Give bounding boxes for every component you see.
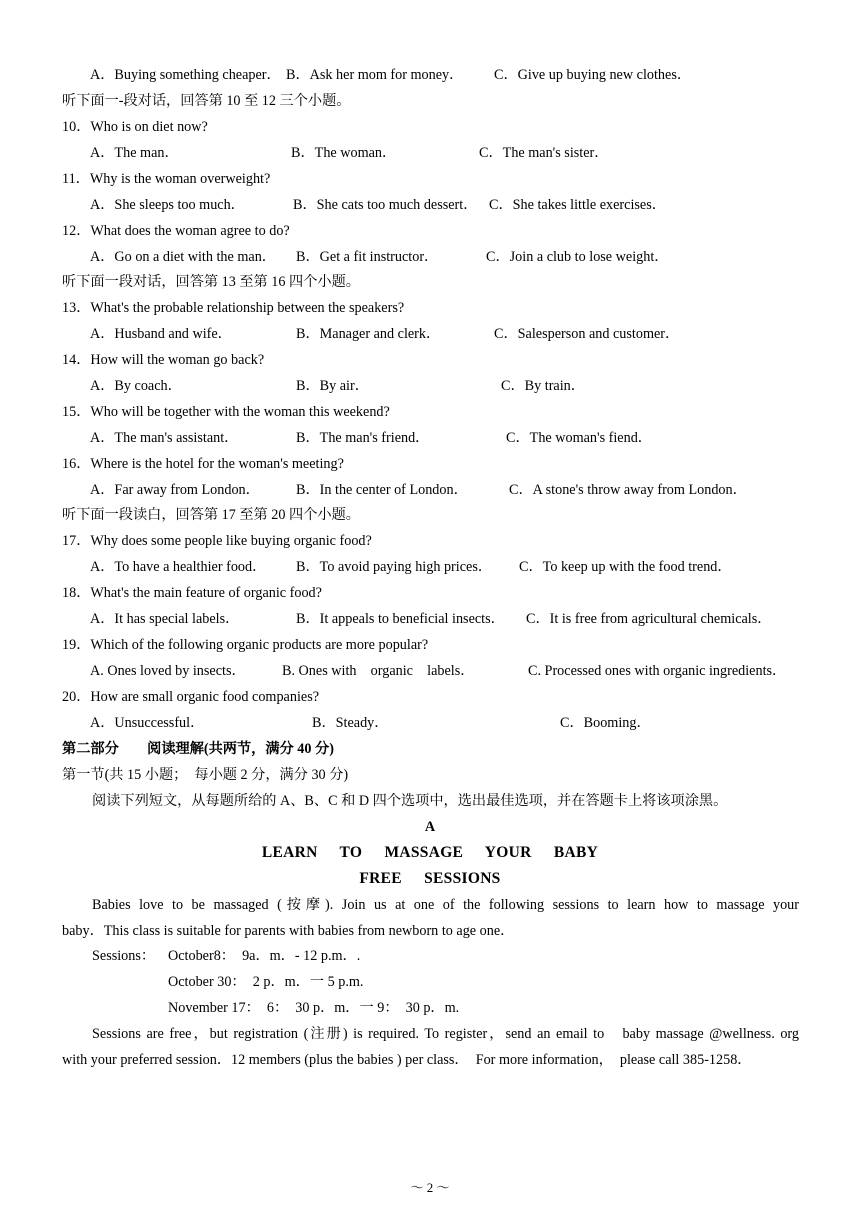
section-intro: 听下面一-段对话，回答第 10 至 12 三个小题。 [62,93,351,109]
option-c: C．By train． [501,378,585,394]
option-c: C．The man's sister． [479,145,609,161]
option-b: B．Steady． [312,715,389,731]
option-c: C．She takes little exercises． [489,197,666,213]
option-c: C．Salesperson and customer． [494,326,680,342]
option-a: A．It has special labels． [90,611,240,627]
question-stem: 14．How will the woman go back? [62,352,265,368]
question-stem: 12．What does the woman agree to do? [62,223,290,239]
option-a: A．By coach． [90,378,182,394]
option-a: A．To have a healthier food． [90,559,267,575]
question-stem: 17．Why does some people like buying organic food? [62,533,372,549]
session-date: October8： 9a．m．- 12 p.m．. [168,948,361,964]
option-a: A. Ones loved by insects． [90,663,246,679]
section-intro: 听下面一段读白，回答第 17 至第 20 四个小题。 [62,507,360,523]
option-a: A．Buying something cheaper． [90,67,281,83]
option-b: B．She cats too much dessert． [293,197,478,213]
question-stem: 13．What's the probable relationship between the speakers? [62,300,405,316]
option-b: B．Manager and clerk． [296,326,441,342]
page-number: ～ 2 ～ [410,1180,450,1195]
option-a: A．The man's assistant． [90,430,239,446]
sessions-label: Sessions： [92,948,156,964]
option-a: A．The man． [90,145,179,161]
option-c: C．It is free from agricultural chemicals． [526,611,772,627]
option-a: A．Far away from London． [90,482,260,498]
option-a: A．Unsuccessful． [90,715,205,731]
question-stem: 11．Why is the woman overweight? [62,171,271,187]
option-b: B．The man's friend． [296,430,430,446]
option-c: C．A stone's throw away from London． [509,482,747,498]
question-stem: 10．Who is on diet now? [62,119,208,135]
question-stem: 15．Who will be together with the woman this weekend? [62,404,390,420]
passage-paragraph: Babies love to be massaged (按摩). Join us at one of the following sessions to learn how to massage your [92,897,799,913]
passage-subtitle: FREE SESSIONS [359,870,501,887]
option-b: B．To avoid paying high prices． [296,559,493,575]
option-c: C．The woman's fiend． [506,430,652,446]
option-a: A．Husband and wife． [90,326,232,342]
option-b: B．The woman． [291,145,397,161]
section-intro: 听下面一段对话，回答第 13 至第 16 四个小题。 [62,274,360,290]
option-b: B．It appeals to beneficial insects． [296,611,505,627]
question-stem: 19．Which of the following organic products are more popular? [62,637,429,653]
section-title: 第一节(共 15 小题； 每小题 2 分，满分 30 分) [62,767,349,783]
session-date: November 17： 6： 30 p．m．一 9： 30 p．m. [168,1000,460,1016]
passage-title: LEARN TO MASSAGE YOUR BABY [261,844,599,861]
option-c: C．To keep up with the food trend． [519,559,732,575]
option-c: C．Join a club to lose weight． [486,249,669,265]
part-title: 第二部分 阅读理解(共两节，满分 40 分) [62,741,334,757]
option-a: A．She sleeps too much． [90,197,245,213]
option-b: B．By air． [296,378,369,394]
option-a: A．Go on a diet with the man． [90,249,276,265]
question-stem: 20．How are small organic food companies? [62,689,320,705]
option-c: C. Processed ones with organic ingredients． [528,663,787,679]
passage-letter: A [424,819,436,835]
question-stem: 18．What's the main feature of organic food? [62,585,322,601]
session-date: October 30： 2 p．m．一 5 p.m. [168,974,364,990]
option-b: B．In the center of London． [296,482,468,498]
option-b: B．Ask her mom for money． [286,67,464,83]
option-b: B. Ones with organic labels． [282,663,475,679]
passage-paragraph: baby．This class is suitable for parents with babies from newborn to age one． [62,923,515,939]
option-b: B．Get a fit instructor． [296,249,439,265]
question-stem: 16．Where is the hotel for the woman's meeting? [62,456,344,472]
option-c: C．Booming． [560,715,651,731]
option-c: C．Give up buying new clothes． [494,67,692,83]
section-instruction: 阅读下列短文，从每题所给的 A、B、C 和 D 四个选项中，选出最佳选项，并在答题卡上将该项涂黑。 [92,793,728,809]
passage-paragraph: with your preferred session．12 members (plus the babies ) per class． For more information， please call 385-1258． [62,1052,752,1068]
passage-paragraph: Sessions are free，but registration (注册) is required. To register，send an email to baby massage @wellness. org [92,1026,799,1042]
